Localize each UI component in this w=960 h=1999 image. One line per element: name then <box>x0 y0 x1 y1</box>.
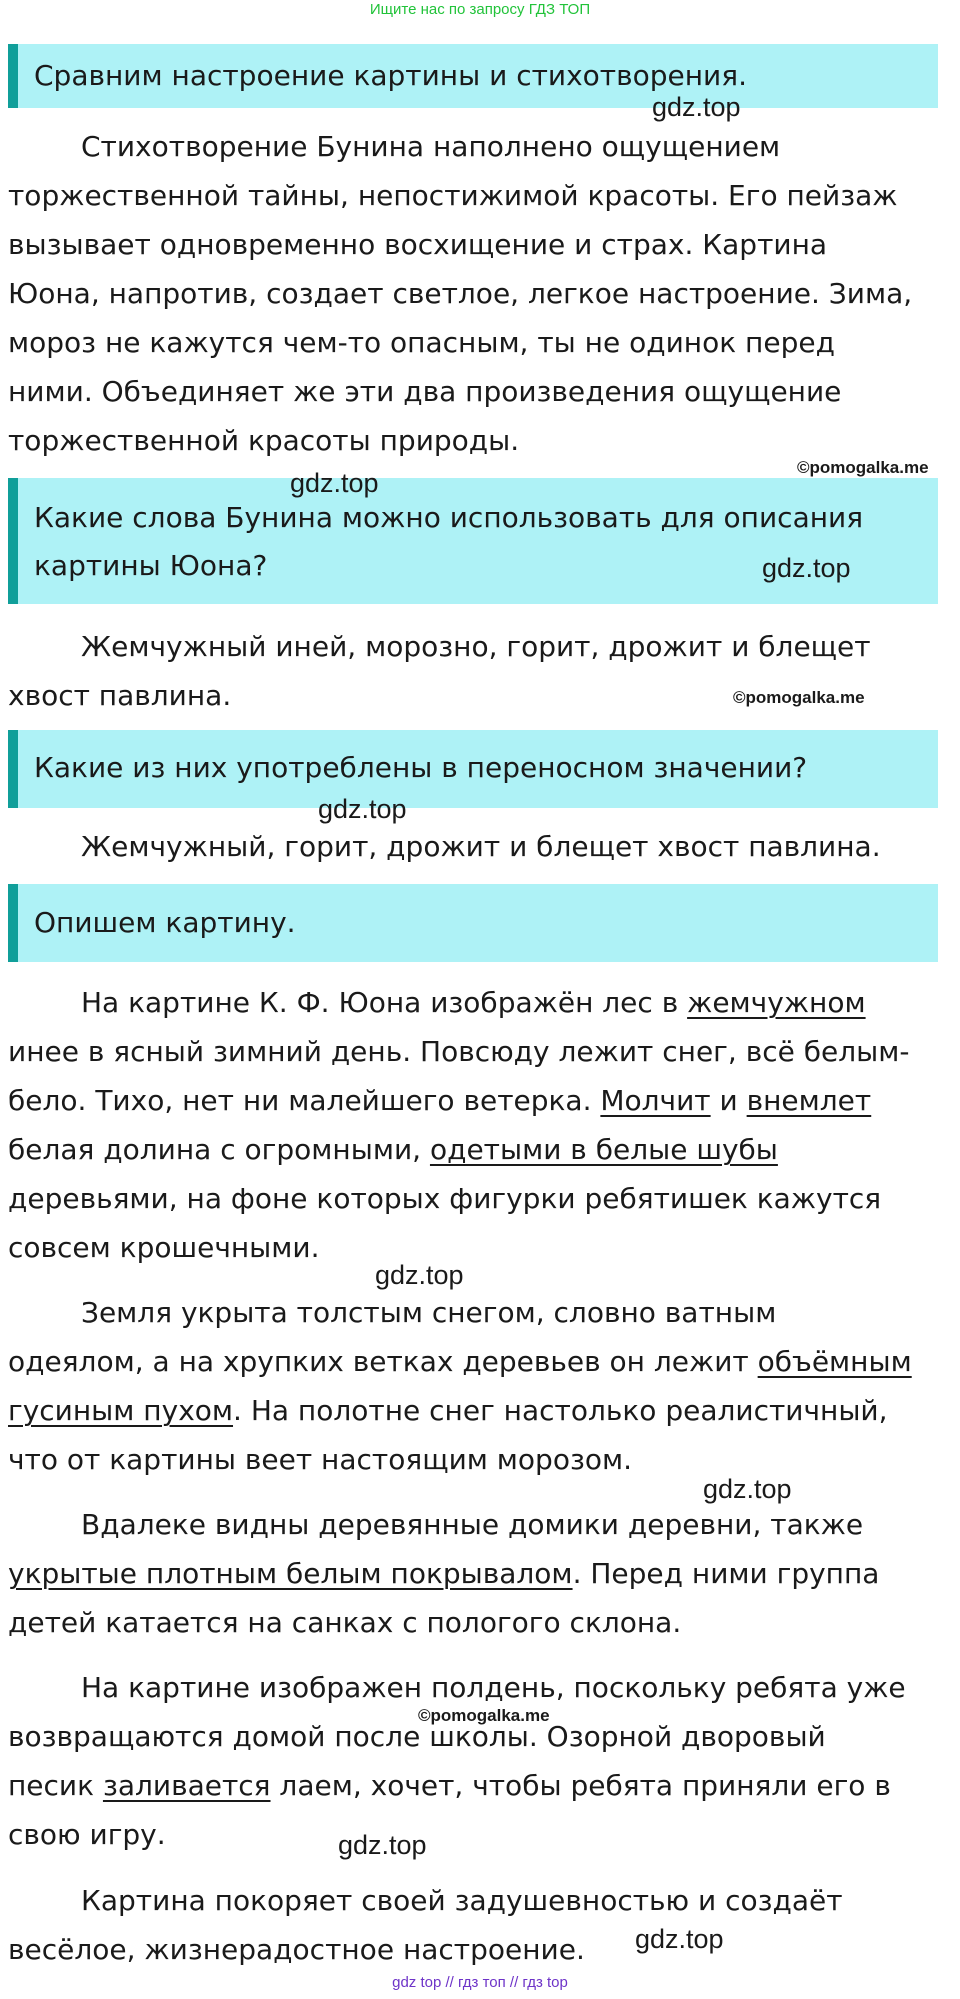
watermark-gdz: gdz.top <box>338 1830 427 1860</box>
answer-1-line: торжественной красоты природы. <box>8 424 520 457</box>
underlined-phrase: одетыми в белые шубы <box>429 1133 778 1166</box>
text-run: бело. Тихо, нет ни малейшего ветерка. <box>8 1084 601 1117</box>
underlined-phrase: укрытые плотным белым покрывалом <box>8 1557 573 1590</box>
description-paragraph-1 <box>8 978 948 1272</box>
answer-2-line: Жемчужный иней, морозно, горит, дрожит и блещет <box>81 630 871 663</box>
description-line: инее в ясный зимний день. Повсюду лежит снег, всё белым- <box>8 1035 910 1068</box>
description-line <box>8 1076 948 1125</box>
underlined-word: заливается <box>102 1769 271 1802</box>
answer-3-line: Жемчужный, горит, дрожит и блещет хвост павлина. <box>81 830 881 863</box>
question-block-2 <box>8 478 938 604</box>
description-paragraph-3 <box>8 1500 948 1647</box>
description-line: совсем крошечными. <box>8 1231 320 1264</box>
text-run: белая долина с огромными, <box>8 1133 430 1166</box>
question-4-text: Опишем картину. <box>34 906 296 939</box>
question-block-1 <box>8 44 938 108</box>
text-run: лаем, хочет, чтобы ребята приняли его в <box>270 1769 891 1802</box>
watermark-gdz: gdz.top <box>652 92 741 122</box>
description-paragraph-2 <box>8 1288 948 1484</box>
description-line: На картине изображен полдень, поскольку ребята уже <box>81 1671 906 1704</box>
description-line: деревьями, на фоне которых фигурки ребятишек кажутся <box>8 1182 882 1215</box>
description-line: Картина покоряет своей задушевностью и создаёт <box>81 1884 843 1917</box>
watermark-gdz: gdz.top <box>635 1924 724 1954</box>
answer-2-line: хвост павлина. <box>8 679 232 712</box>
description-line <box>8 1386 948 1435</box>
question-1-text: Сравним настроение картины и стихотворения. <box>34 59 748 92</box>
answer-1-line: Юона, напротив, создает светлое, легкое настроение. Зима, <box>8 277 913 310</box>
description-paragraph-4 <box>8 1663 948 1859</box>
text-run: и <box>710 1084 747 1117</box>
description-line: Вдалеке видны деревянные домики деревни, также <box>81 1508 864 1541</box>
question-2-line: Какие слова Бунина можно использовать для описания <box>34 501 864 534</box>
question-block-4 <box>8 884 938 962</box>
underlined-phrase: гусиным пухом <box>8 1394 234 1427</box>
question-block-3 <box>8 730 938 808</box>
text-run: . На полотне снег настолько реалистичный, <box>233 1394 888 1427</box>
question-2-line: картины Юона? <box>34 549 268 582</box>
answer-1-line: вызывает одновременно восхищение и страх. Картина <box>8 228 828 261</box>
answer-1-line: ними. Объединяет же эти два произведения ощущение <box>8 375 842 408</box>
text-run: На картине К. Ф. Юона изображён лес в <box>81 986 688 1019</box>
text-run: песик <box>8 1769 103 1802</box>
description-line: Земля укрыта толстым снегом, словно ватным <box>81 1296 777 1329</box>
description-line: весёлое, жизнерадостное настроение. <box>8 1933 585 1966</box>
text-run: . Перед ними группа <box>572 1557 880 1590</box>
watermark-gdz: gdz.top <box>290 468 379 498</box>
description-line: детей катается на санках с пологого склона. <box>8 1606 682 1639</box>
watermark-pomogalka: ©pomogalka.me <box>797 458 929 477</box>
description-line: что от картины веет настоящим морозом. <box>8 1443 632 1476</box>
description-line <box>8 978 948 1027</box>
description-line: свою игру. <box>8 1818 166 1851</box>
answer-3-paragraph <box>8 822 948 871</box>
answer-1-line: мороз не кажутся чем-то опасным, ты не одинок перед <box>8 326 835 359</box>
watermark-gdz: gdz.top <box>703 1474 792 1504</box>
watermark-gdz: gdz.top <box>318 794 407 824</box>
underlined-word: Молчит <box>600 1084 711 1117</box>
watermark-gdz: gdz.top <box>762 553 851 583</box>
description-line <box>8 1337 948 1386</box>
watermark-pomogalka: ©pomogalka.me <box>418 1706 550 1725</box>
description-line <box>8 1549 948 1598</box>
description-paragraph-5 <box>8 1876 948 1974</box>
top-search-hint-link[interactable]: Ищите нас по запросу ГДЗ ТОП <box>369 1 591 18</box>
watermark-pomogalka: ©pomogalka.me <box>733 688 865 707</box>
answer-1-paragraph <box>8 122 948 465</box>
description-line: возвращаются домой после школы. Озорной дворовый <box>8 1720 826 1753</box>
underlined-word: объёмным <box>757 1345 912 1378</box>
description-line <box>8 1125 948 1174</box>
description-line <box>8 1761 948 1810</box>
underlined-word: жемчужном <box>687 986 866 1019</box>
text-run: одеялом, а на хрупких ветках деревьев он лежит <box>8 1345 758 1378</box>
answer-1-line: Стихотворение Бунина наполнено ощущением <box>81 130 781 163</box>
question-3-text: Какие из них употреблены в переносном значении? <box>34 751 808 784</box>
footer-links[interactable]: gdz top // гдз топ // гдз top <box>392 1974 568 1991</box>
watermark-gdz: gdz.top <box>375 1260 464 1290</box>
underlined-word: внемлет <box>746 1084 872 1117</box>
answer-1-line: торжественной тайны, непостижимой красоты. Его пейзаж <box>8 179 898 212</box>
